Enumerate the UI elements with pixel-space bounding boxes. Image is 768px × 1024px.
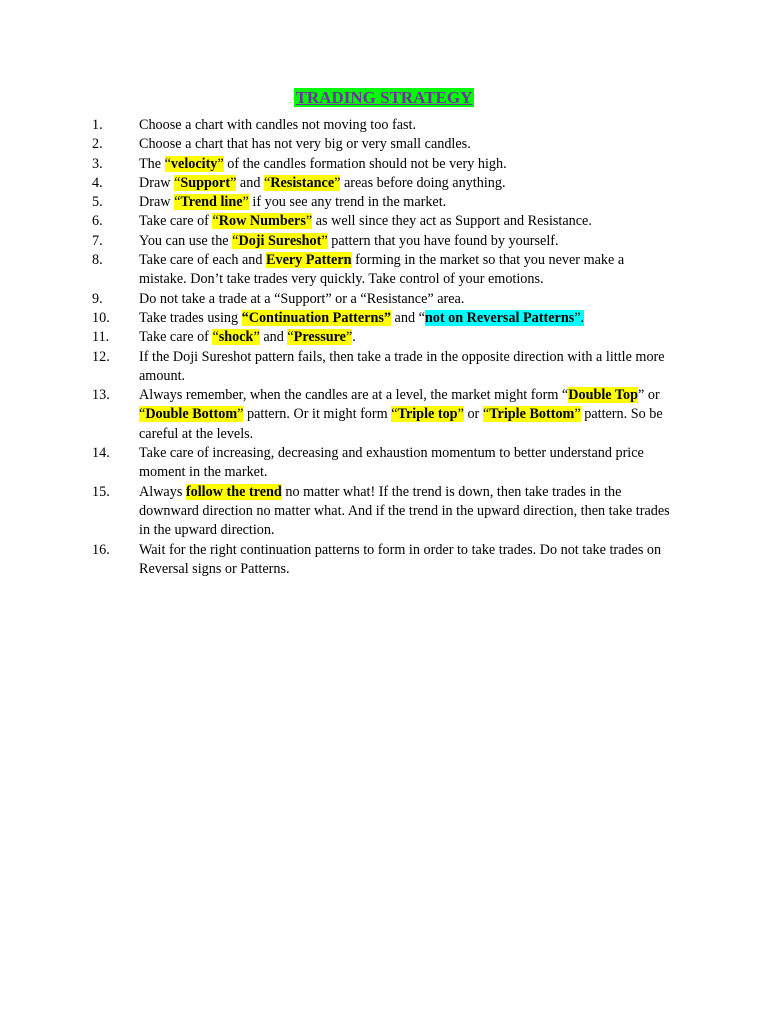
highlighted-text: “ [482,406,490,423]
highlighted-text: Resistance [270,174,335,191]
highlighted-text: ” [217,155,224,172]
list-item [0,348,672,387]
list-item-text: as well since they act as Support and Resistance. [312,213,592,230]
list-item-text: Take care of [139,213,213,230]
highlighted-text: “ [139,406,146,423]
list-item-text: pattern. Or it might form [243,406,392,423]
list-item [0,251,672,290]
highlighted-text: “ [174,194,181,211]
highlighted-text: Every Pattern [266,252,352,269]
strategy-list [0,116,768,579]
highlighted-text: “ [263,174,271,191]
list-item-text: pattern. So be careful at the levels. [139,406,663,442]
highlighted-text: Triple top [397,406,458,423]
list-item-number: 2. [92,136,103,153]
list-item-number: 6. [92,213,103,230]
highlighted-text: Trend line [180,194,243,211]
list-item-text: areas before doing anything. [340,174,506,191]
highlighted-text: Triple Bottom [489,406,575,423]
list-item [0,193,672,212]
highlighted-text: “Continuation Patterns” [241,309,391,326]
list-item [0,483,672,541]
list-item [0,155,672,174]
list-item [0,116,672,135]
highlighted-text: “ [287,329,294,346]
list-item [0,309,672,328]
highlighted-text: Double Bottom [145,406,238,423]
highlighted-text: ” [253,329,260,346]
highlighted-text: Pressure [293,329,346,346]
list-item-number: 7. [92,232,103,249]
highlighted-text: ” [457,406,464,423]
list-item-number: 9. [92,290,103,307]
list-item-text: Take care of increasing, decreasing and exhaustion momentum to better understand price moment in the market. [139,445,644,481]
highlighted-text: follow the trend [185,483,282,500]
list-item-text: Draw [139,174,175,191]
list-item-number: 16. [92,541,110,558]
highlighted-text: Double Top [568,387,639,404]
list-item-text: forming in the market so that you never make a mistake. Don’t take trades very quickly. Take control of your emotions. [139,252,625,288]
list-item-text: Wait for the right continuation patterns to form in order to take trades. Do not take trades on Reversal signs or Patterns. [139,541,662,577]
list-item-text: . [352,329,356,346]
list-item-number: 3. [92,155,103,172]
list-item-text: Choose a chart with candles not moving too fast. [139,117,416,133]
list-item [0,232,672,251]
list-item-number: 4. [92,174,103,191]
highlighted-text: Doji Sureshot [238,232,322,249]
list-item-number: 13. [92,387,110,404]
list-item-text: You can use the [139,232,233,249]
highlighted-text: Support [180,174,231,191]
list-item [0,290,672,309]
list-item [0,444,672,483]
list-item-text: pattern that you have found by yourself. [327,232,559,249]
list-item [0,212,672,231]
list-item-text: if you see any trend in the market. [248,194,447,211]
list-item-number: 14. [92,445,110,462]
document-title [0,88,768,108]
highlighted-text: “ [164,155,171,172]
highlighted-text: ” [334,174,341,191]
highlighted-text: ” [321,232,328,249]
highlighted-text: ” [230,174,237,191]
highlighted-text: “ [174,174,181,191]
list-item-number: 12. [92,348,110,365]
list-item-text: If the Doji Sureshot pattern fails, then take a trade in the opposite direction with a little more amount. [139,348,665,384]
list-item-number: 5. [92,194,103,211]
highlighted-text: ”. [574,309,585,326]
list-item-text: Take trades using [139,309,242,326]
list-item-text: of the candles formation should not be very high. [223,155,507,172]
list-item-text: Always remember, when the candles are at a level, the market might form “ [139,387,569,404]
list-item [0,541,672,580]
list-item-text: and [236,174,264,191]
list-item-text: no matter what! If the trend is down, then take trades in the downward direction no matter what. And if the trend in the upward direction, then take trades in the upward direction. [139,483,670,539]
list-item-text: Take care of each and [139,252,267,269]
list-item-text: Take care of [139,329,213,346]
list-item-number: 8. [92,252,103,269]
highlighted-text: “ [391,406,398,423]
highlighted-text: Row Numbers [218,213,306,230]
list-item-number: 1. [92,117,103,133]
highlighted-text: “ [232,232,239,249]
list-item-text: Choose a chart that has not very big or very small candles. [139,136,471,153]
list-item-number: 10. [92,309,110,326]
list-item [0,386,672,444]
highlighted-text: velocity [170,155,218,172]
list-item-text: Draw [139,194,175,211]
list-item-number: 15. [92,483,110,500]
list-item-text: The [139,155,165,172]
highlighted-text: “ [212,213,219,230]
title-text: TRADING STRATEGY [295,88,473,107]
highlighted-text: ” [242,194,249,211]
list-item [0,135,672,154]
list-item-text: and “ [391,309,425,326]
highlighted-text: ” [345,329,353,346]
list-item [0,328,672,347]
list-item-text: Always [139,483,186,500]
list-item-text: and [259,329,288,346]
highlighted-text: ” [237,406,244,423]
list-item [0,174,672,193]
highlighted-text: not on Reversal Patterns [424,309,575,326]
highlighted-text: shock [218,329,254,346]
highlighted-text: “ [212,329,219,346]
highlighted-text: ” [574,406,581,423]
list-item-text: or [463,406,483,423]
list-item-text: ” or [638,387,660,404]
list-item-text: Do not take a trade at a “Support” or a “Resistance” area. [139,290,465,307]
list-item-number: 11. [92,329,110,346]
highlighted-text: ” [305,213,313,230]
